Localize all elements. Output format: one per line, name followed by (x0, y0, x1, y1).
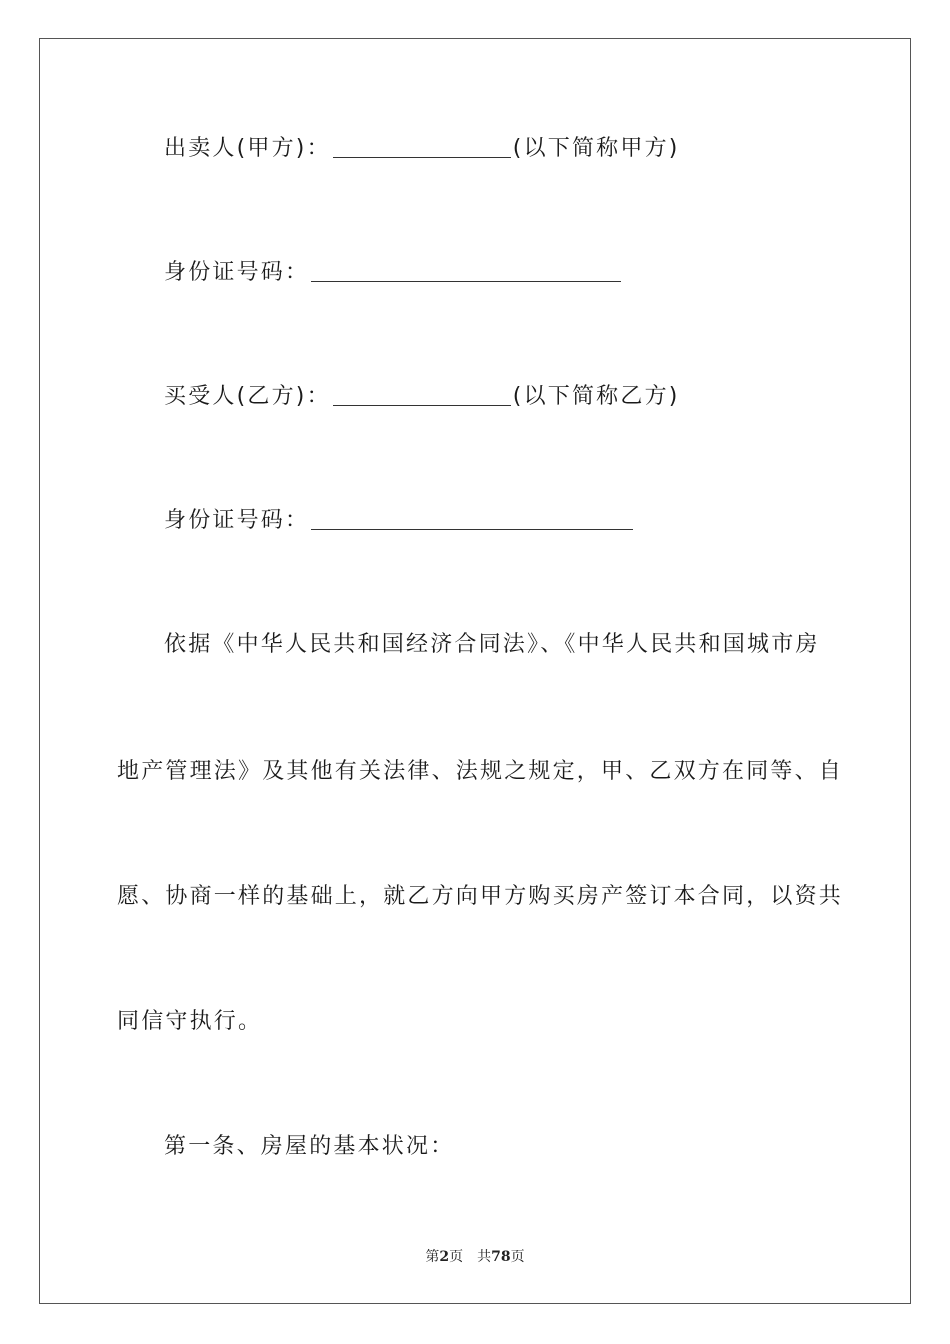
page-border (39, 38, 911, 1304)
preamble-line-3: 愿、协商一样的基础上，就乙方向甲方购买房产签订本合同，以资共 (117, 884, 844, 909)
total-suffix: 页 (510, 1249, 525, 1265)
seller-id-label: 身份证号码： (164, 260, 310, 285)
buyer-id-blank (311, 507, 633, 530)
seller-label: 出卖人(甲方)： (164, 136, 331, 161)
total-pages: 78 (491, 1249, 511, 1265)
seller-id-line (164, 258, 623, 288)
total-prefix: 共 (477, 1249, 492, 1265)
seller-id-blank (311, 259, 621, 282)
article-one-heading: 第一条、房屋的基本状况： (164, 1134, 455, 1159)
page-suffix: 页 (449, 1249, 464, 1265)
buyer-name-blank (333, 383, 511, 406)
buyer-id-label: 身份证号码： (164, 508, 310, 533)
page-number: 2 (439, 1249, 450, 1265)
buyer-line (164, 382, 680, 412)
seller-suffix: (以下简称甲方) (512, 136, 680, 161)
buyer-suffix: (以下简称乙方) (512, 384, 680, 409)
buyer-label: 买受人(乙方)： (164, 384, 331, 409)
preamble-line-1: 依据《中华人民共和国经济合同法》、《中华人民共和国城市房 (164, 632, 820, 657)
seller-line (164, 134, 680, 164)
buyer-id-line (164, 506, 635, 536)
page-footer (0, 1246, 950, 1266)
preamble-line-4: 同信守执行。 (117, 1009, 263, 1034)
seller-name-blank (333, 135, 511, 158)
page-prefix: 第 (425, 1249, 440, 1265)
preamble-line-2: 地产管理法》及其他有关法律、法规之规定，甲、乙双方在同等、自 (117, 759, 844, 784)
